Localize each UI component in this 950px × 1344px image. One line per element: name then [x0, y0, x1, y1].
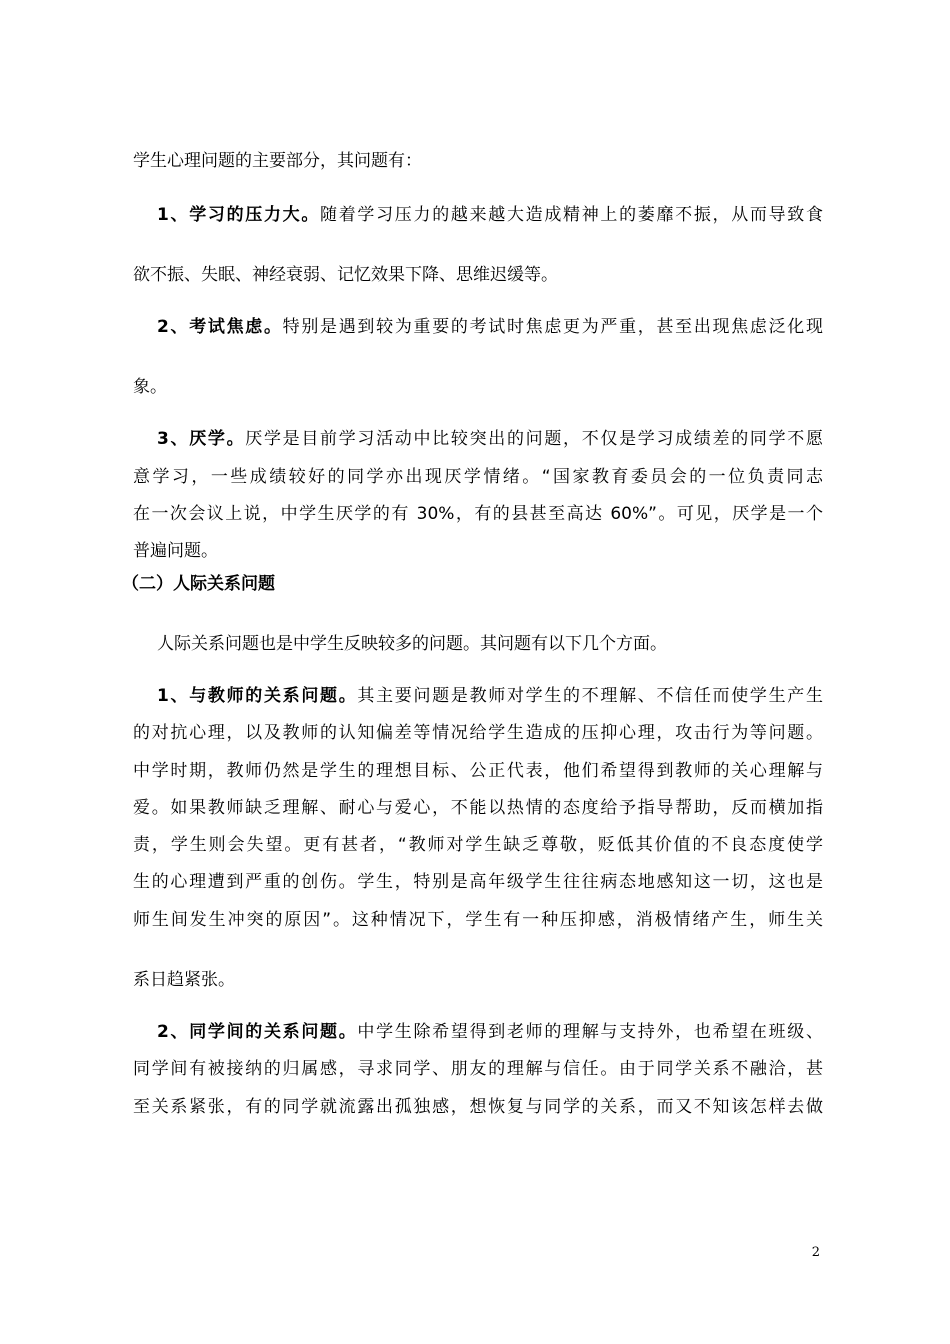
item-text: 中学生除希望得到老师的理解与支持外，也希望在班级、: [357, 1022, 823, 1042]
item-text: 厌学是目前学习活动中比较突出的问题，不仅是学习成绩差的同学不愿: [245, 429, 823, 449]
page-number: 2: [811, 1245, 820, 1260]
item-text: 特别是遇到较为重要的考试时焦虑更为严重，甚至出现焦虑泛化现: [282, 317, 823, 337]
item-teacher-line7: 师生间发生冲突的原因”。这种情况下，学生有一种压抑感，消极情绪产生，师生关: [133, 910, 823, 930]
item-exam-anxiety-line1: [157, 315, 823, 339]
item-title: 2、同学间的关系问题。: [157, 1022, 358, 1042]
item-school-aversion-line2: 意学习，一些成绩较好的同学亦出现厌学情绪。“国家教育委员会的一位负责同志: [133, 467, 823, 487]
item-school-aversion-line4: 普遍问题。: [133, 541, 218, 561]
item-teacher-line2: 的对抗心理，以及教师的认知偏差等情况给学生造成的压抑心理，攻击行为等问题。: [133, 723, 823, 743]
section-heading: （二）人际关系问题: [122, 574, 275, 594]
item-school-aversion-line1: [157, 427, 823, 451]
item-title: 1、与教师的关系问题。: [157, 686, 358, 706]
item-school-aversion-line3: 在一次会议上说，中学生厌学的有 30%，有的县甚至高达 60%”。可见，厌学是一个: [133, 504, 823, 524]
paragraph-intro-tail: 学生心理问题的主要部分，其问题有：: [133, 151, 422, 171]
item-peer-line3: 至关系紧张，有的同学就流露出孤独感，想恢复与同学的关系，而又不知该怎样去做: [133, 1097, 823, 1117]
item-teacher-line8: 系日趋紧张。: [133, 970, 235, 990]
item-text: 其主要问题是教师对学生的不理解、不信任而使学生产生: [357, 686, 823, 706]
paragraph-section-intro: 人际关系问题也是中学生反映较多的问题。其问题有以下几个方面。: [157, 634, 667, 654]
item-study-pressure-line2: 欲不振、失眠、神经衰弱、记忆效果下降、思维迟缓等。: [133, 265, 558, 285]
item-title: 2、考试焦虑。: [157, 317, 283, 337]
item-peer-line1: [157, 1020, 823, 1044]
item-study-pressure-line1: [157, 203, 823, 227]
item-teacher-line6: 生的心理遭到严重的创伤。学生，特别是高年级学生往往病态地感知这一切，这也是: [133, 872, 823, 892]
item-exam-anxiety-line2: 象。: [133, 377, 167, 397]
item-title: 3、厌学。: [157, 429, 246, 449]
item-teacher-line3: 中学时期，教师仍然是学生的理想目标、公正代表，他们希望得到教师的关心理解与: [133, 761, 823, 781]
item-peer-line2: 同学间有被接纳的归属感，寻求同学、朋友的理解与信任。由于同学关系不融洽，甚: [133, 1059, 823, 1079]
item-teacher-line4: 爱。如果教师缺乏理解、耐心与爱心，不能以热情的态度给予指导帮助，反而横加指: [133, 798, 823, 818]
item-title: 1、学习的压力大。: [157, 205, 321, 225]
item-teacher-line1: [157, 684, 823, 708]
item-teacher-line5: 责，学生则会失望。更有甚者，“教师对学生缺乏尊敬，贬低其价值的不良态度使学: [133, 835, 823, 855]
item-text: 随着学习压力的越来越大造成精神上的萎靡不振，从而导致食: [320, 205, 823, 225]
